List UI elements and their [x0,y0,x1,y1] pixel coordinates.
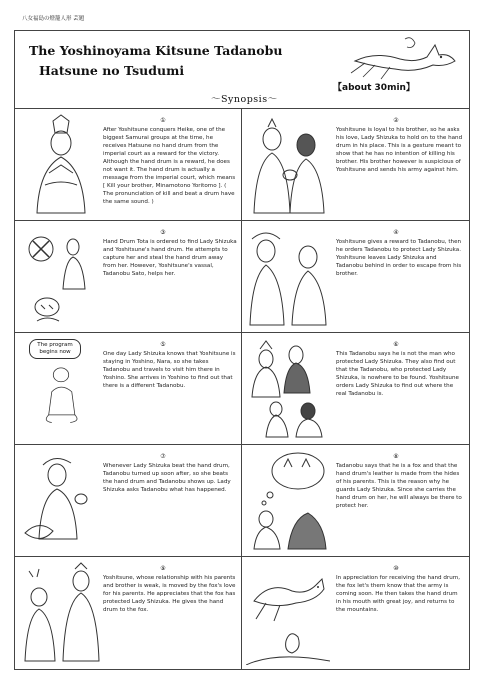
scene-number: ⑧ [393,453,399,460]
scene-row [15,221,469,333]
scene-text: Whenever Lady Shizuka beat the hand drum, Tadanobu turned up soon after, so she beats the hand drum and Tadanobu shows up. Lady Shizuka asks Tadanobu what has happened. [103,463,231,493]
top-caption: 八女福島の燈籠人形 芸題 [22,16,85,22]
scene-text: Yoshitsune is loyal to his brother, so he asks his love, Lady Shizuka to hold on to the hand drum in his place. This is a gesture meant to show that he has no intention of killing his brother. His brother however is suspicious of Yoshitsune and sends his army against him. [336,127,463,173]
fox-leaping-illustration-icon [246,561,330,665]
scene-text: After Yoshitsune conquers Heike, one of the biggest Samurai groups at the time, he receives Hatsune no hand drum from the imperial court as a reward for the victory. Although the hand drum is a reward, he does not want it. The hand drum is actually a message from the imperial court, which means [ Kill your brother, Minamotono Yoritomo ]. ( The pronunciation of kill and beat a drum have the same sound. ) [103,127,236,205]
scene-9 [15,557,241,669]
scene-number: ⑩ [393,565,399,572]
scene-1 [15,109,241,221]
scene-text: In appreciation for receiving the hand drum, the fox let's them know that the army is coming soon. He then takes the hand drum in his mouth with great joy, and returns to the mountains. [336,575,460,613]
synopsis-sheet [14,30,470,670]
scene-number: ⑥ [393,341,399,348]
yoshitsune-fox-illustration-icon [19,561,103,665]
scene-number: ① [160,117,166,124]
yoshino-illustration-icon [246,337,330,441]
fox-illustration-icon [345,33,465,81]
title-line-1: The Yoshinoyama Kitsune Tadanobu [29,43,283,58]
scene-2 [242,109,469,221]
scene-text: Yoshitsune gives a reward to Tadanobu, then he orders Tadanobu to protect Lady Shizuka. Yoshitsune leaves Lady Shizuka and Tadanobu behind in order to escape from his brother. [336,239,462,277]
scene-number: ④ [393,229,399,236]
scene-number: ③ [160,229,166,236]
scene-7 [15,445,241,557]
scene-text: Tadanobu says that he is a fox and that the hand drum's leather is made from the hides of his parents. This is the reason why he guards Lady Shizuka. Since she carries the hand drum on her, he will always be there to protect her. [336,463,462,509]
synopsis-heading: ～Synopsis～ [211,94,278,105]
scene-text: One day Lady Shizuka knows that Yoshitsune is staying in Yoshino, Nara, so she takes Tadanobu and travels to visit him there in Yoshino. She arrives in Yoshino to find out that there is a different Tadanobu. [103,351,236,389]
scene-row [15,333,469,445]
scene-5 [15,333,241,445]
scene-row [15,109,469,221]
scene-row [15,557,469,669]
scene-number: ⑨ [160,565,166,572]
duration-label: 【about 30min】 [333,83,415,93]
fox-parents-illustration-icon [246,449,330,553]
scene-row [15,445,469,557]
scene-text: This Tadanobu says he is not the man who protected Lady Shizuka. They also find out that the Tadanobu, who protected Lady Shizuka, is nowhere to be found. Yoshitsune orders Lady Shizuka to find out where the real Tadanobu is. [336,351,459,397]
title-line-2: Hatsune no Tsudumi [39,63,185,78]
samurai-illustration-icon [19,113,103,217]
scene-text: Yoshitsune, whose relationship with his parents and brother is weak, is moved by the fox's love for his parents. He appreciates that the fox has protected Lady Shizuka. He gives the hand drum to the fox. [103,575,236,613]
traveling-illustration-icon [19,361,103,441]
program-begins-bubble: The program begins now [29,339,81,359]
scene-3 [15,221,241,333]
drum-beating-illustration-icon [19,449,103,553]
scene-text: Hand Drum Tota is ordered to find Lady Shizuka and Yoshitsune's hand drum. He attempts to capture her and steal the hand drum away from her. However, Yoshitsune's vassal, Tadanobu Sato, helps her. [103,239,237,277]
lady-shizuka-tadanobu-illustration-icon [246,225,330,329]
scene-10 [242,557,469,669]
scene-number: ⑤ [160,341,166,348]
scene-8 [242,445,469,557]
header [15,31,469,109]
scene-4 [242,221,469,333]
couple-illustration-icon [246,113,330,217]
scene-number: ② [393,117,399,124]
scene-6 [242,333,469,445]
scene-number: ⑦ [160,453,166,460]
drum-tota-illustration-icon [19,225,103,329]
scene-grid [15,109,469,669]
